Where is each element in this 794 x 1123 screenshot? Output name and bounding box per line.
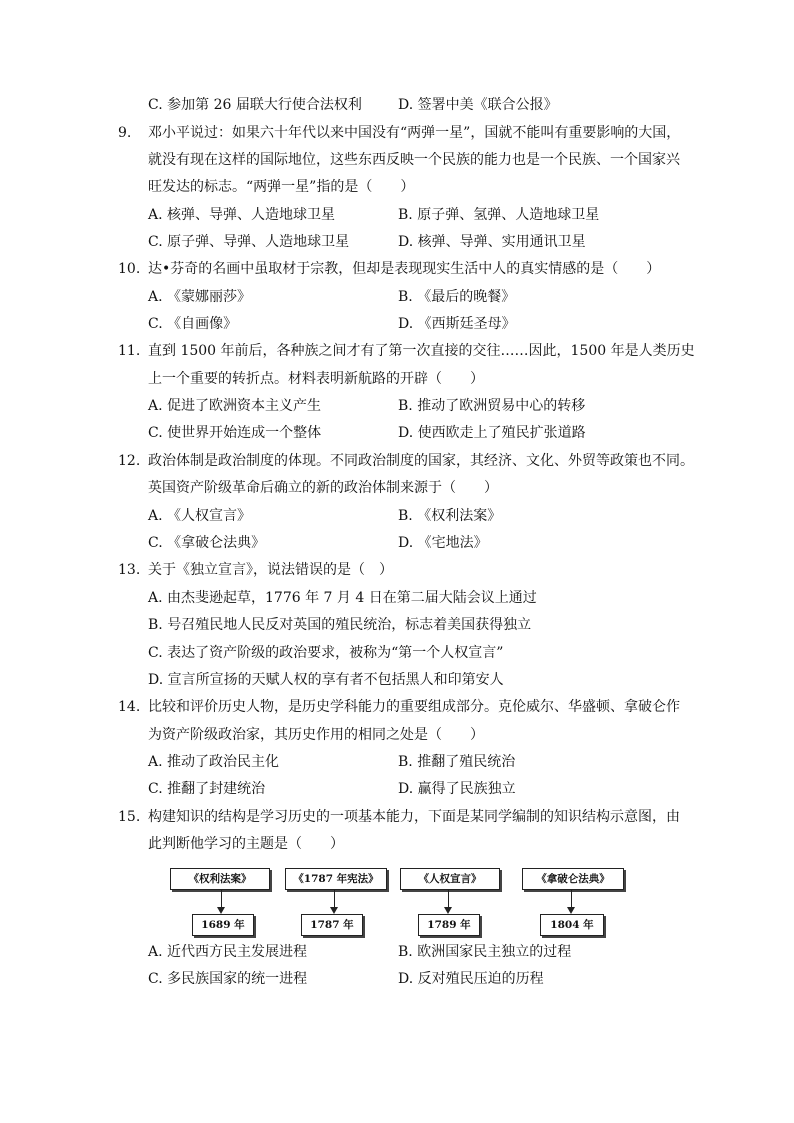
q15-number: 15. bbox=[118, 809, 141, 825]
diagram-year-1689: 1689 年 bbox=[192, 914, 254, 936]
q10-option-a: A. 《蒙娜丽莎》 bbox=[148, 289, 252, 305]
q11-stem-line-1: 直到 1500 年前后，各种族之间才有了第一次直接的交往……因此，1500 年是人类历史 bbox=[148, 343, 695, 359]
q14-number: 14. bbox=[118, 699, 141, 715]
diagram-doc-napoleonic-code: 《拿破仑法典》 bbox=[522, 868, 624, 890]
q14-option-b: B. 推翻了殖民统治 bbox=[398, 754, 516, 770]
q9-option-d: D. 核弹、导弹、实用通讯卫星 bbox=[398, 234, 586, 250]
q11-option-b: B. 推动了欧洲贸易中心的转移 bbox=[398, 398, 586, 414]
q12-stem-line-1: 政治体制是政治制度的体现。不同政治制度的国家，其经济、文化、外贸等政策也不同。 bbox=[148, 453, 694, 469]
q12-stem-line-2: 英国资产阶级革命后确立的新的政治体制来源于（ ） bbox=[148, 480, 498, 496]
q15-stem-line-1: 构建知识的结构是学习历史的一项基本能力，下面是某同学编制的知识结构示意图，由 bbox=[148, 809, 680, 825]
q8-option-d: D. 签署中美《联合公报》 bbox=[398, 97, 558, 113]
q9-stem-line-1: 邓小平说过：如果六十年代以来中国没有“两弹一星”，国就不能叫有重要影响的大国， bbox=[148, 125, 681, 141]
diagram-year-1789: 1789 年 bbox=[418, 914, 480, 936]
diagram-year-1804: 1804 年 bbox=[540, 914, 604, 936]
q10-number: 10. bbox=[118, 261, 141, 277]
q10-stem-line-1: 达•芬奇的名画中虽取材于宗教，但却是表现现实生活中人的真实情感的是（ ） bbox=[148, 261, 661, 277]
q15-option-a: A. 近代西方民主发展进程 bbox=[148, 944, 308, 960]
q8-option-c: C. 参加第 26 届联大行使合法权利 bbox=[148, 97, 362, 113]
q9-stem-line-2: 就没有现在这样的国际地位，这些东西反映一个民族的能力也是一个民族、一个国家兴 bbox=[148, 152, 680, 168]
q10-option-b: B. 《最后的晚餐》 bbox=[398, 289, 516, 305]
q11-option-a: A. 促进了欧洲资本主义产生 bbox=[148, 398, 322, 414]
diagram-doc-rights-of-man: 《人权宣言》 bbox=[400, 868, 500, 890]
q10-option-d: D. 《西斯廷圣母》 bbox=[398, 316, 516, 332]
q12-number: 12. bbox=[118, 453, 141, 469]
q15-stem-line-2: 此判断他学习的主题是（ ） bbox=[148, 836, 344, 852]
q14-option-c: C. 推翻了封建统治 bbox=[148, 781, 266, 797]
diagram-arrow-head bbox=[217, 907, 225, 914]
diagram-arrow-head bbox=[330, 907, 338, 914]
knowledge-structure-diagram bbox=[168, 868, 628, 942]
q9-number: 9. bbox=[118, 125, 132, 141]
q15-option-b: B. 欧洲国家民主独立的过程 bbox=[398, 944, 572, 960]
q13-number: 13. bbox=[118, 562, 141, 578]
q15-option-c: C. 多民族国家的统一进程 bbox=[148, 971, 308, 987]
q13-option-d: D. 宣言所宣扬的天赋人权的享有者不包括黑人和印第安人 bbox=[148, 672, 504, 688]
diagram-arrow-head bbox=[567, 907, 575, 914]
q11-option-d: D. 使西欧走上了殖民扩张道路 bbox=[398, 425, 586, 441]
q13-option-c: C. 表达了资产阶级的政治要求，被称为“第一个人权宣言” bbox=[148, 645, 504, 661]
q13-option-a: A. 由杰斐逊起草，1776 年 7 月 4 日在第二届大陆会议上通过 bbox=[148, 590, 537, 606]
q9-option-c: C. 原子弹、导弹、人造地球卫星 bbox=[148, 234, 350, 250]
q14-stem-line-1: 比较和评价历史人物，是历史学科能力的重要组成部分。克伦威尔、华盛顿、拿破仑作 bbox=[148, 699, 680, 715]
q9-option-a: A. 核弹、导弹、人造地球卫星 bbox=[148, 207, 336, 223]
q13-option-b: B. 号召殖民地人民反对英国的殖民统治，标志着美国获得独立 bbox=[148, 617, 532, 633]
q9-stem-line-3: 旺发达的标志。“两弹一星”指的是（ ） bbox=[148, 179, 415, 195]
q12-option-c: C. 《拿破仑法典》 bbox=[148, 535, 266, 551]
q14-option-d: D. 赢得了民族独立 bbox=[398, 781, 516, 797]
q11-stem-line-2: 上一个重要的转折点。材料表明新航路的开辟（ ） bbox=[148, 371, 484, 387]
diagram-arrow-head bbox=[444, 907, 452, 914]
q10-option-c: C. 《自画像》 bbox=[148, 316, 238, 332]
diagram-doc-constitution-1787: 《1787 年宪法》 bbox=[285, 868, 387, 890]
q12-option-d: D. 《宅地法》 bbox=[398, 535, 488, 551]
diagram-year-1787: 1787 年 bbox=[301, 914, 363, 936]
q15-option-d: D. 反对殖民压迫的历程 bbox=[398, 971, 544, 987]
q11-number: 11. bbox=[118, 343, 141, 359]
q14-option-a: A. 推动了政治民主化 bbox=[148, 754, 280, 770]
q9-option-b: B. 原子弹、氢弹、人造地球卫星 bbox=[398, 207, 600, 223]
q14-stem-line-2: 为资产阶级政治家，其历史作用的相同之处是（ ） bbox=[148, 727, 484, 743]
q12-option-a: A. 《人权宣言》 bbox=[148, 508, 252, 524]
diagram-doc-bill-of-rights: 《权利法案》 bbox=[170, 868, 270, 890]
q13-stem-line-1: 关于《独立宣言》，说法错误的是（ ） bbox=[148, 562, 393, 578]
q11-option-c: C. 使世界开始连成一个整体 bbox=[148, 425, 322, 441]
q12-option-b: B. 《权利法案》 bbox=[398, 508, 502, 524]
